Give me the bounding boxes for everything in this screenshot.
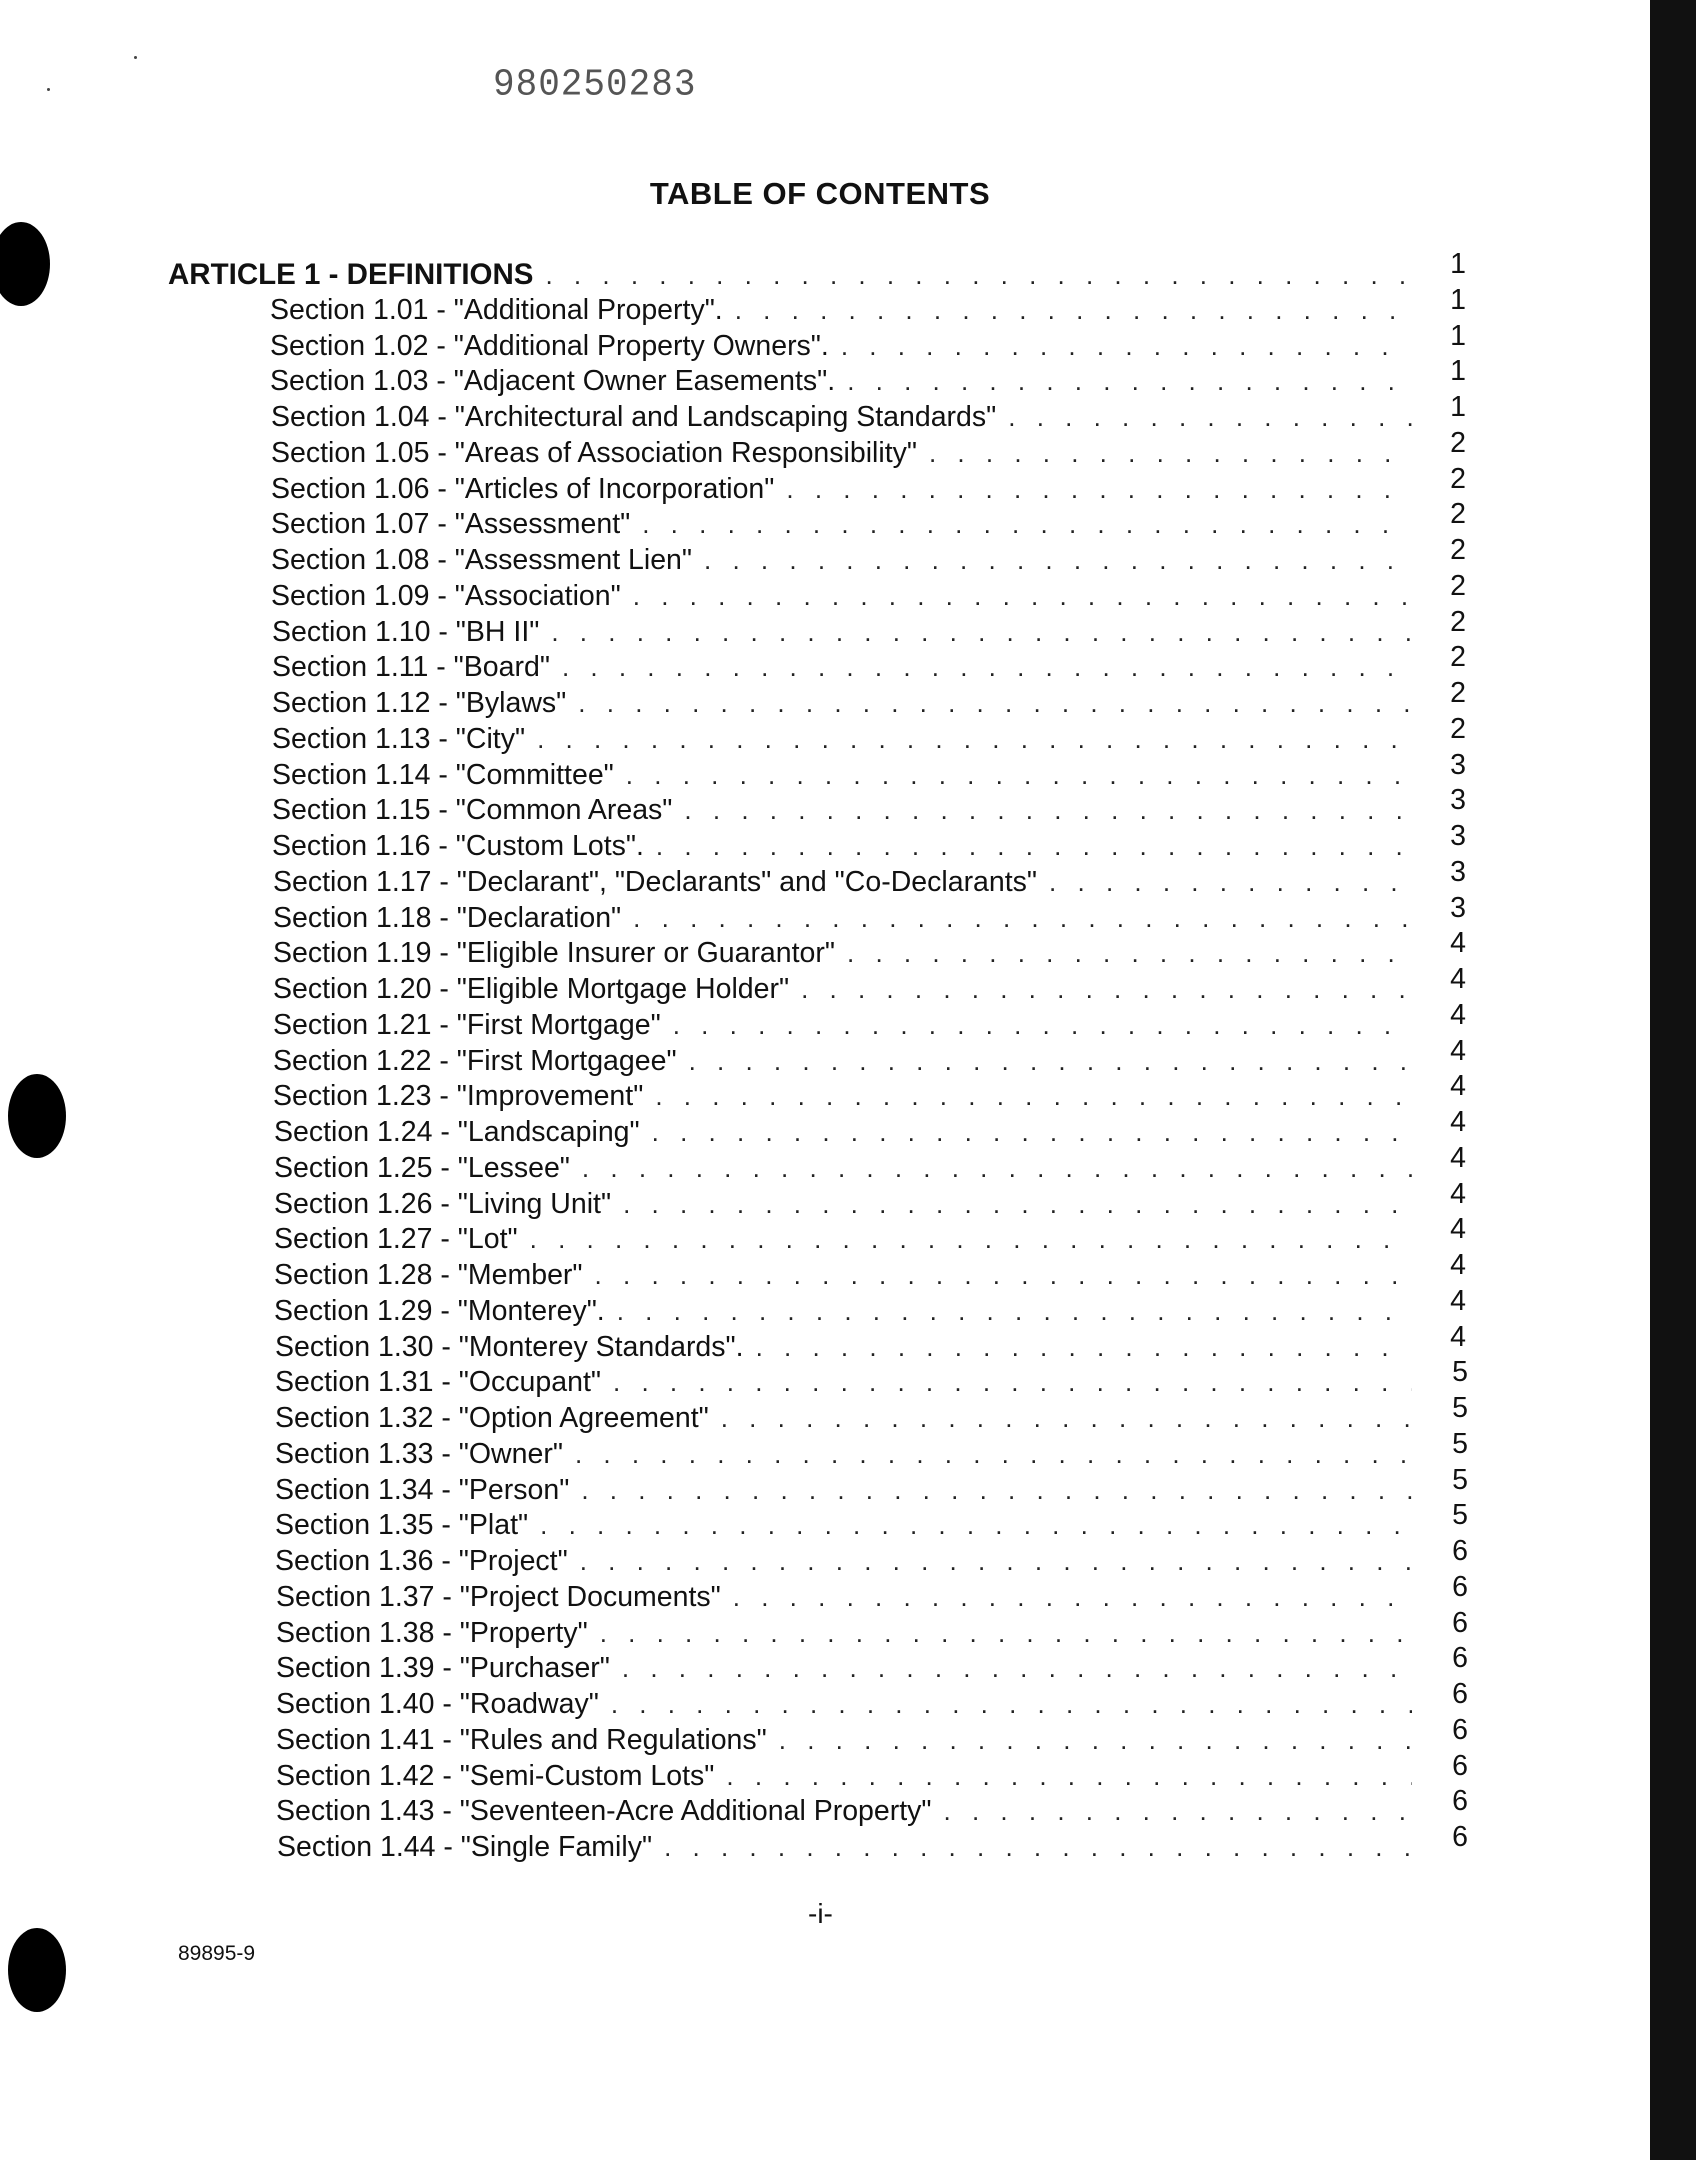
toc-page-number: 5: [1452, 1463, 1468, 1496]
toc-entry: [275, 1438, 1412, 1474]
dot-leader: [633, 903, 1412, 934]
toc-entry-title: Section 1.17 - "Declarant", "Declarants" and "Co-Declarants": [273, 865, 1038, 898]
toc-entry: [271, 508, 1412, 544]
dot-leader: [1049, 867, 1412, 898]
toc-page-number: 3: [1450, 748, 1466, 781]
scan-speck: [134, 56, 137, 59]
toc-entry: [272, 759, 1412, 795]
toc-entry-title: Section 1.11 - "Board": [272, 651, 550, 684]
toc-entry: [273, 1045, 1412, 1081]
toc-page-number: 4: [1450, 1213, 1466, 1246]
toc-entry: [274, 1295, 1412, 1331]
toc-page-number: 4: [1450, 1177, 1466, 1210]
toc-entry: [272, 616, 1412, 652]
toc-entry-title: Section 1.06 - "Articles of Incorporation": [271, 472, 775, 505]
toc-page-number: 2: [1450, 677, 1466, 709]
toc-entry: [276, 1760, 1412, 1796]
toc-entry-title: Section 1.25 - "Lessee": [274, 1151, 570, 1184]
toc-entry-title: Section 1.30 - "Monterey Standards".: [275, 1330, 744, 1363]
toc-entry: [274, 1223, 1412, 1259]
toc-page-number: 6: [1452, 1821, 1468, 1853]
dot-leader: [600, 1618, 1412, 1649]
toc-entry-title: Section 1.07 - "Assessment": [271, 508, 631, 541]
toc-page-number: 2: [1450, 462, 1466, 495]
dot-leader: [841, 331, 1412, 362]
dot-leader: [540, 1510, 1412, 1541]
toc-page-number: 6: [1452, 1606, 1468, 1639]
toc-entry: [271, 544, 1412, 580]
toc-entry-title: Section 1.08 - "Assessment Lien": [271, 544, 693, 576]
dot-leader: [562, 652, 1412, 683]
toc-entry-title: Section 1.28 - "Member": [274, 1259, 583, 1291]
toc-entry: [274, 1116, 1412, 1152]
dot-leader: [617, 1296, 1412, 1327]
toc-page-number: 6: [1452, 1749, 1468, 1782]
dot-leader: [580, 1546, 1412, 1577]
toc-entry-title: Section 1.39 - "Purchaser": [276, 1652, 610, 1685]
toc-entry-title: Section 1.33 - "Owner": [275, 1437, 563, 1470]
toc-entry: [275, 1366, 1412, 1402]
toc-entry-title: Section 1.42 - "Semi-Custom Lots": [276, 1759, 715, 1792]
dot-leader: [847, 938, 1412, 969]
toc-entry: [275, 1402, 1412, 1438]
toc-entry-title: Section 1.19 - "Eligible Insurer or Guarantor": [273, 937, 836, 970]
toc-entry: [274, 1152, 1412, 1188]
toc-entry: [276, 1617, 1412, 1653]
dot-leader: [578, 688, 1412, 719]
toc-entry-title: Section 1.18 - "Declaration": [273, 901, 622, 934]
toc-page-number: 4: [1450, 963, 1466, 995]
page-number: -i-: [808, 1898, 833, 1929]
page-title: TABLE OF CONTENTS: [649, 176, 991, 211]
toc-entry-title: Section 1.24 - "Landscaping": [274, 1116, 640, 1148]
toc-page-number: 6: [1452, 1785, 1468, 1818]
dot-leader: [652, 1117, 1412, 1148]
dot-leader: [582, 1153, 1412, 1184]
toc-entry-title: Section 1.34 - "Person": [275, 1473, 570, 1506]
toc-entry: [270, 365, 1412, 401]
toc-entry-title: Section 1.38 - "Property": [276, 1616, 588, 1649]
toc-page-number: 5: [1452, 1356, 1468, 1389]
toc-entry: [273, 902, 1412, 938]
toc-entry: [276, 1652, 1412, 1688]
toc-entry-title: Section 1.22 - "First Mortgagee": [273, 1044, 677, 1077]
dot-leader: [595, 1260, 1412, 1291]
toc-entry: [272, 723, 1412, 759]
dot-leader: [626, 760, 1412, 791]
toc-page-number: 1: [1450, 319, 1466, 352]
document-number: 980250283: [493, 62, 697, 107]
toc-entry-title: Section 1.14 - "Committee": [272, 758, 614, 791]
toc-page-number: 3: [1450, 820, 1466, 852]
toc-page-number: 6: [1452, 1570, 1468, 1603]
toc-page-number: 5: [1452, 1499, 1468, 1532]
toc-page-number: 1: [1450, 283, 1466, 316]
punch-hole: [8, 1074, 66, 1158]
dot-leader: [721, 1403, 1412, 1434]
dot-leader: [656, 831, 1412, 862]
dot-leader: [801, 974, 1412, 1005]
toc-page-number: 2: [1450, 712, 1466, 745]
toc-entry: [276, 1795, 1412, 1831]
toc-page-number: 2: [1450, 534, 1466, 566]
dot-leader: [581, 1475, 1412, 1506]
dot-leader: [642, 509, 1412, 540]
toc-entry-title: Section 1.26 - "Living Unit": [274, 1187, 612, 1220]
toc-entry-title: ARTICLE 1 - DEFINITIONS: [168, 258, 534, 291]
dot-leader: [735, 295, 1412, 326]
dot-leader: [633, 581, 1412, 612]
toc-entry-title: Section 1.04 - "Architectural and Landscaping Standards": [271, 401, 997, 433]
toc-entry-title: Section 1.02 - "Additional Property Owners".: [270, 329, 829, 362]
toc-entry: [272, 651, 1412, 687]
toc-page-number: 4: [1450, 1070, 1466, 1103]
toc-entry: [272, 687, 1412, 723]
toc-entry-title: Section 1.21 - "First Mortgage": [273, 1008, 661, 1041]
toc-entry-title: Section 1.35 - "Plat": [275, 1509, 529, 1542]
document-reference: 89895-9: [178, 1942, 256, 1965]
toc-entry-title: Section 1.37 - "Project Documents": [276, 1580, 721, 1613]
toc-entry-title: Section 1.29 - "Monterey".: [274, 1294, 605, 1327]
toc-page-number: 1: [1450, 248, 1466, 280]
dot-leader: [786, 474, 1412, 505]
toc-page-number: 3: [1450, 891, 1466, 924]
dot-leader: [551, 617, 1412, 648]
toc-article-row: [168, 258, 1412, 294]
toc-entry-title: Section 1.40 - "Roadway": [276, 1688, 599, 1720]
dot-leader: [575, 1439, 1412, 1470]
dot-leader: [537, 724, 1412, 755]
toc-page-number: 2: [1450, 569, 1466, 602]
dot-leader: [689, 1046, 1412, 1077]
toc-entry-title: Section 1.12 - "Bylaws": [272, 687, 567, 719]
toc-entry: [271, 473, 1412, 509]
dot-leader: [613, 1367, 1412, 1398]
punch-hole: [8, 1928, 66, 2012]
dot-leader: [929, 438, 1412, 469]
toc-page-number: 5: [1452, 1392, 1468, 1424]
toc-entry-title: Section 1.10 - "BH II": [272, 615, 540, 648]
dot-leader: [733, 1582, 1412, 1613]
toc-entry: [275, 1331, 1412, 1367]
toc-entry: [276, 1581, 1412, 1617]
toc-entry-title: Section 1.16 - "Custom Lots".: [272, 830, 644, 862]
toc-page-number: 4: [1450, 927, 1466, 960]
toc-page-number: 4: [1450, 1249, 1466, 1281]
toc-entry-title: Section 1.15 - "Common Areas": [272, 794, 673, 827]
toc-entry: [275, 1545, 1412, 1581]
toc-entry-title: Section 1.27 - "Lot": [274, 1223, 518, 1256]
dot-leader: [756, 1332, 1412, 1363]
toc-entry: [275, 1474, 1412, 1510]
dot-leader: [1008, 402, 1412, 433]
dot-leader: [622, 1653, 1412, 1684]
toc-entry: [271, 580, 1412, 616]
dot-leader: [944, 1796, 1412, 1827]
toc-page-number: 4: [1450, 998, 1466, 1031]
toc-entry: [271, 401, 1412, 437]
toc-entry-title: Section 1.09 - "Association": [271, 579, 621, 612]
dot-leader: [664, 1832, 1412, 1863]
toc-entry: [273, 866, 1412, 902]
dot-leader: [684, 795, 1412, 826]
toc-entry-title: Section 1.36 - "Project": [275, 1545, 568, 1577]
toc-entry: [273, 973, 1412, 1009]
toc-entry: [270, 294, 1412, 330]
dot-leader: [545, 260, 1412, 291]
toc-page-number: 4: [1450, 1034, 1466, 1067]
scan-speck: [47, 88, 50, 91]
toc-page-number: 4: [1450, 1106, 1466, 1138]
toc-entry: [274, 1188, 1412, 1224]
dot-leader: [530, 1224, 1412, 1255]
scan-right-edge: [1650, 0, 1696, 2160]
toc-entry-title: Section 1.01 - "Additional Property".: [270, 293, 723, 326]
toc-page-number: 6: [1452, 1678, 1468, 1710]
toc-entry: [276, 1688, 1412, 1724]
toc-entry: [273, 1009, 1412, 1045]
dot-leader: [623, 1189, 1412, 1220]
dot-leader: [673, 1010, 1412, 1041]
toc-page-number: 6: [1452, 1535, 1468, 1567]
dot-leader: [779, 1725, 1412, 1756]
toc-entry-title: Section 1.43 - "Seventeen-Acre Additional Property": [276, 1795, 932, 1828]
toc-entry-title: Section 1.31 - "Occupant": [275, 1366, 601, 1399]
toc-page-number: 3: [1450, 784, 1466, 817]
toc-entry-title: Section 1.23 - "Improvement": [273, 1080, 644, 1113]
toc-page-number: 4: [1450, 1284, 1466, 1317]
dot-leader: [726, 1761, 1412, 1792]
dot-leader: [847, 366, 1412, 397]
toc-page-number: 4: [1450, 1141, 1466, 1174]
dot-leader: [655, 1081, 1412, 1112]
toc-page-number: 2: [1450, 498, 1466, 531]
toc-entry-title: Section 1.03 - "Adjacent Owner Easements".: [270, 365, 836, 398]
toc-page-number: 2: [1450, 641, 1466, 674]
toc-page-number: 2: [1450, 605, 1466, 638]
punch-hole: [0, 222, 50, 306]
toc-entry-title: Section 1.32 - "Option Agreement": [275, 1402, 709, 1434]
toc-page-number: 1: [1450, 355, 1466, 388]
toc-page-number: 3: [1450, 855, 1466, 888]
toc-entry: [272, 794, 1412, 830]
toc-page-number: 6: [1452, 1642, 1468, 1675]
toc-entry: [273, 1080, 1412, 1116]
toc-entry-title: Section 1.41 - "Rules and Regulations": [276, 1723, 767, 1756]
toc-entry: [275, 1509, 1412, 1545]
toc-page-number: 2: [1450, 426, 1466, 459]
toc-page-number: 5: [1452, 1427, 1468, 1460]
dot-leader: [704, 545, 1412, 576]
toc-entry-title: Section 1.13 - "City": [272, 722, 526, 755]
toc-page-number: 4: [1450, 1320, 1466, 1353]
toc-entry: [273, 937, 1412, 973]
toc-entry: [272, 830, 1412, 866]
toc-entry: [270, 330, 1412, 366]
toc-entry: [276, 1724, 1412, 1760]
toc-page-number: 1: [1450, 391, 1466, 423]
toc-entry: [271, 437, 1412, 473]
toc-entry-title: Section 1.44 - "Single Family": [277, 1831, 653, 1863]
dot-leader: [611, 1689, 1412, 1720]
toc-entry: [274, 1259, 1412, 1295]
toc-page-number: 6: [1452, 1713, 1468, 1746]
toc-entry-title: Section 1.20 - "Eligible Mortgage Holder": [273, 973, 790, 1005]
toc-entry: [277, 1831, 1412, 1867]
toc-entry-title: Section 1.05 - "Areas of Association Responsibility": [271, 436, 917, 469]
